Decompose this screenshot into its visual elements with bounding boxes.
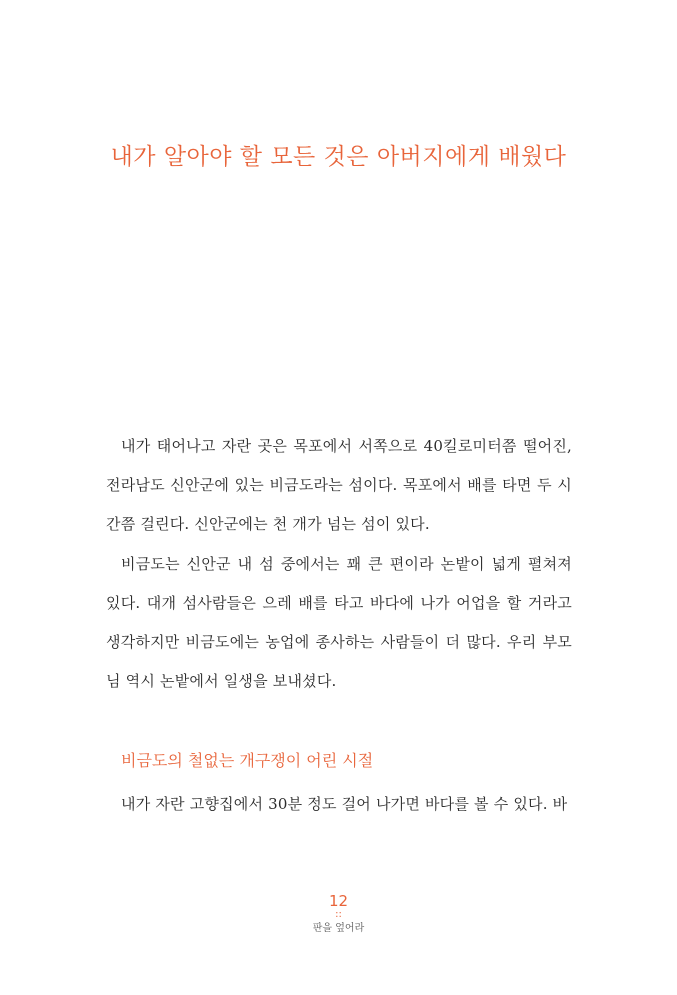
- body-paragraph-2-text: 비금도는 신안군 내 섬 중에서는 꽤 큰 편이라 논밭이 넓게 펼쳐져 있다. 대개 섬사람들은 으레 배를 타고 바다에 나가 어업을 할 거라고 생각하지만 비금도에는 농업에 종사하는 사람들이 더 많다. 우리 부모님 역시 논밭에서 일생을 보내셨다.: [106, 555, 572, 690]
- body-paragraph-2: [106, 545, 572, 701]
- body-paragraph-1-text: 내가 태어나고 자란 곳은 목포에서 서쪽으로 40킬로미터쯤 떨어진, 전라남도 신안군에 있는 비금도라는 섬이다. 목포에서 배를 타면 두 시간쯤 걸린다. 신안군에는 천 개가 넘는 섬이 있다.: [106, 437, 572, 533]
- body-paragraph-3: [106, 785, 572, 824]
- chapter-title: 내가 알아야 할 모든 것은 아버지에게 배웠다: [110, 144, 567, 170]
- body-paragraph-1: [106, 427, 572, 544]
- page-number: 12: [328, 892, 349, 910]
- folio-separator: ::: [335, 909, 342, 920]
- body-paragraph-3-text: 내가 자란 고향집에서 30분 정도 걸어 나가면 바다를 볼 수 있다. 바: [121, 795, 568, 813]
- section-heading: 비금도의 철없는 개구쟁이 어린 시절: [121, 751, 374, 770]
- page-footer: [0, 892, 677, 937]
- running-title: 판을 엎어라: [312, 923, 365, 934]
